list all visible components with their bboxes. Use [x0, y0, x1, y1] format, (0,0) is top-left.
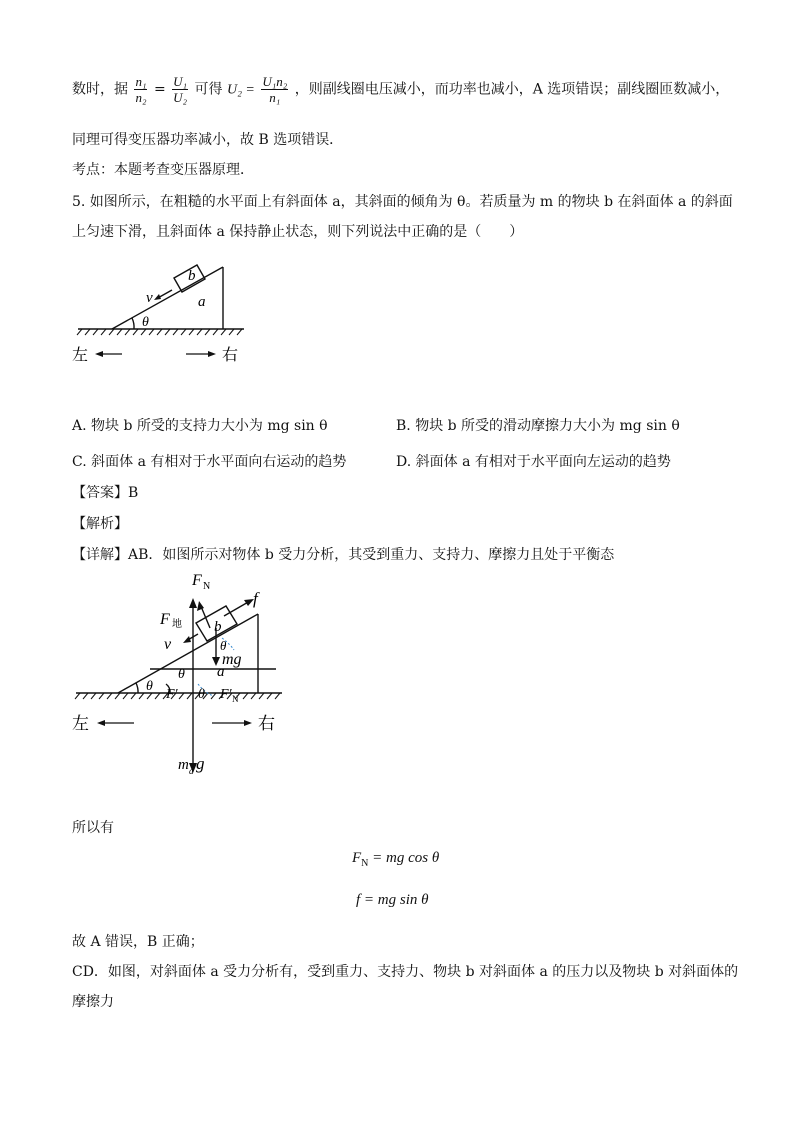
text-line-2: 同理可得变压器功率减小，故 B 选项错误．: [72, 132, 344, 148]
option-d: D. 斜面体 a 有相对于水平面向左运动的趋势: [396, 454, 671, 470]
label-right: 右: [222, 347, 239, 364]
question-line-1: 5. 如图所示，在粗糙的水平面上有斜面体 a，其斜面的倾角为 θ。若质量为 m 的物块 b 在斜面体 a 的斜面: [72, 194, 733, 210]
label-b: b: [214, 619, 222, 635]
denominator: n₂: [135, 90, 147, 105]
analysis-tag: 【解析】: [72, 516, 128, 532]
label-left: 左: [72, 714, 89, 733]
text-span: 数时，据: [72, 81, 128, 98]
label-b: b: [188, 268, 196, 284]
cd-line-1: CD．如图，对斜面体 a 受力分析有，受到重力、支持力、物块 b 对斜面体 a 的压力以及物块 b 对斜面体的: [72, 964, 739, 980]
detail-text: AB．如图所示对物体 b 受力分析，其受到重力、支持力、摩擦力且处于平衡态: [128, 547, 615, 563]
label-theta-2: θ: [178, 667, 185, 682]
detail-line: [72, 545, 614, 565]
label-a: a: [217, 664, 225, 680]
option-c: C. 斜面体 a 有相对于水平面向右运动的趋势: [72, 454, 347, 470]
numerator: U₁n₂: [262, 74, 288, 89]
fraction-u1n2-n1: [261, 74, 288, 105]
label-theta: θ: [142, 315, 149, 330]
eq1-sub: N: [361, 858, 369, 869]
text-span: ，则副线圈电压减小，而功率也减小，A 选项错误；副线圈匝数减小，: [294, 81, 730, 98]
label-f-prime: F′: [166, 687, 178, 702]
label-ma: m: [178, 757, 189, 773]
label-fn: F: [192, 572, 202, 589]
label-fn-prime-sub: N: [232, 694, 239, 704]
label-ma-sub: a: [189, 766, 194, 776]
u2-symbol: U₂ =: [226, 82, 255, 98]
label-theta-1: θ: [220, 638, 227, 653]
eq1-f: F: [352, 850, 362, 866]
fraction-u1-u2: [172, 74, 188, 105]
numerator: U₁: [173, 74, 188, 89]
equation-1: [352, 850, 439, 869]
denominator: U₂: [173, 90, 188, 105]
detail-tag: 【详解】: [72, 547, 128, 563]
label-right: 右: [258, 714, 275, 733]
label-f-ground: F: [160, 611, 170, 628]
option-b: B. 物块 b 所受的滑动摩擦力大小为 mg sin θ: [396, 418, 680, 434]
label-v: v: [164, 636, 172, 653]
option-a: A. 物块 b 所受的支持力大小为 mg sin θ: [72, 418, 328, 434]
text-span: 可得: [194, 81, 223, 98]
label-v: v: [146, 290, 153, 306]
label-fn-sub: N: [203, 581, 211, 592]
label-a: a: [198, 294, 206, 310]
cd-line-2: 摩擦力: [72, 994, 114, 1010]
equation-2: f = mg sin θ: [356, 892, 429, 908]
answer-tag: 【答案】: [72, 485, 128, 501]
numerator: n₁: [135, 74, 147, 89]
fraction-n1-n2: [134, 74, 147, 105]
label-f: f: [253, 589, 258, 608]
question-line-2: 上匀速下滑，且斜面体 a 保持静止状态，则下列说法中正确的是（ ）: [72, 224, 524, 240]
therefore-line: 所以有: [72, 820, 114, 836]
text-line-3: 考点：本题考查变压器原理．: [72, 162, 254, 178]
label-mg: mg: [222, 651, 242, 668]
label-ma-g: g: [196, 754, 205, 773]
eq1-rest: = mg cos θ: [368, 850, 440, 866]
force-diagram-figure-2: [62, 566, 322, 781]
text-line-1: [72, 74, 729, 105]
conclusion-line: 故 A 错误，B 正确；: [72, 934, 204, 950]
answer-value: B: [128, 485, 139, 501]
label-left: 左: [72, 347, 89, 364]
incline-figure-1: [62, 256, 322, 376]
label-f-ground-sub: 地: [172, 619, 182, 630]
denominator: n₁: [269, 90, 281, 105]
answer-line: [72, 483, 138, 503]
equals-sign: =: [153, 81, 166, 98]
label-theta-3: θ: [146, 679, 153, 694]
label-theta-4: θ: [198, 687, 205, 702]
label-fn-prime: F′: [220, 687, 232, 702]
